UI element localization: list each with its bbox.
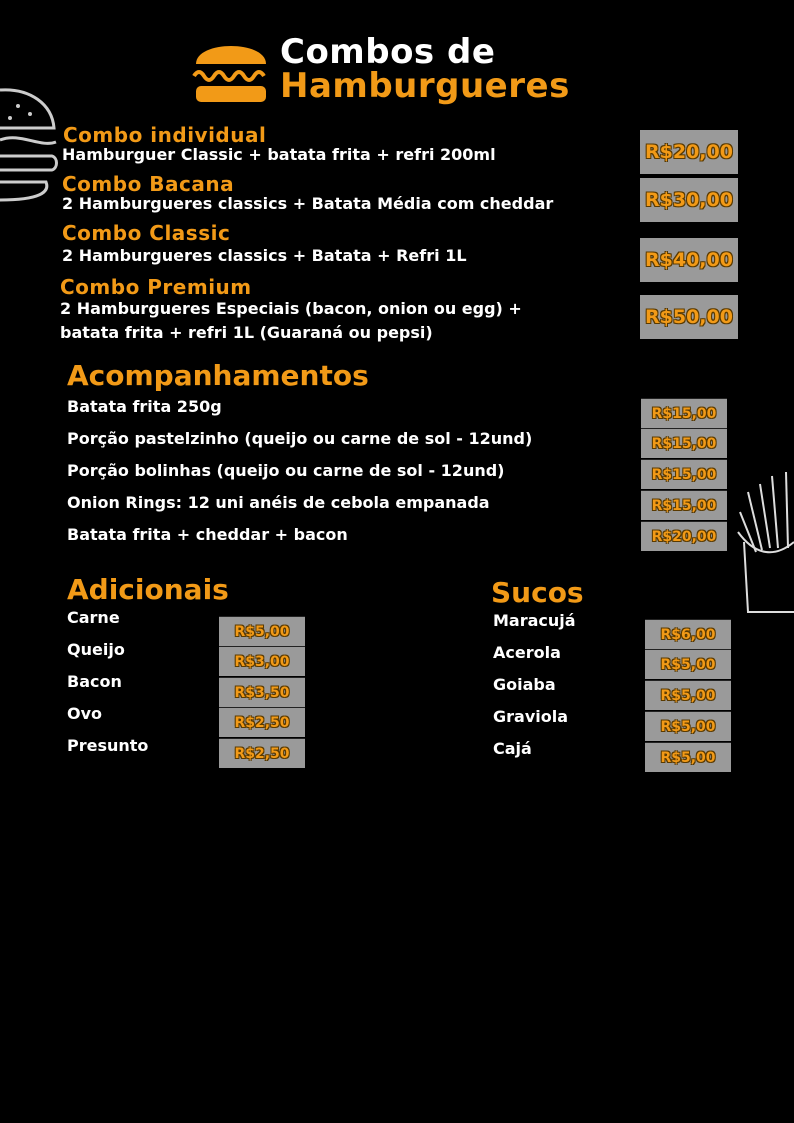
acomp-item-price: R$15,00 [641,459,727,489]
combo-name-bacana: Combo Bacana [62,172,235,196]
page-title-line1: Combos de [280,32,496,72]
burger-outline-icon [0,84,60,204]
combo-name-premium: Combo Premium [60,275,252,299]
acomp-item-price: R$15,00 [641,398,727,428]
section-title-acompanhamentos: Acompanhamentos [67,359,369,392]
acomp-item-label: Batata frita + cheddar + bacon [67,525,348,544]
section-title-adicionais: Adicionais [67,573,229,606]
combo-desc-premium-line2: batata frita + refri 1L (Guaraná ou pepsi) [60,323,433,342]
adicional-item-price: R$5,00 [219,616,305,646]
page-title-line2: Hamburgueres [280,66,570,106]
section-title-sucos: Sucos [491,576,584,609]
adicional-item-price: R$3,00 [219,646,305,676]
adicional-item-price: R$2,50 [219,738,305,768]
combo-price-bacana: R$30,00 [640,178,738,222]
suco-item-price: R$5,00 [645,649,731,679]
suco-item-price: R$5,00 [645,711,731,741]
suco-item-label: Maracujá [493,611,576,630]
adicional-item-label: Ovo [67,704,103,723]
adicional-item-price: R$2,50 [219,707,305,737]
adicional-item-label: Presunto [67,736,149,755]
acomp-item-label: Porção pastelzinho (queijo ou carne de sol - 12und) [67,429,533,448]
adicional-item-label: Queijo [67,640,125,659]
fries-outline-icon [736,462,794,622]
adicional-item-price: R$3,50 [219,677,305,707]
adicional-item-label: Carne [67,608,120,627]
acomp-item-label: Onion Rings: 12 uni anéis de cebola empanada [67,493,490,512]
combo-price-classic: R$40,00 [640,238,738,282]
suco-item-label: Graviola [493,707,569,726]
acomp-item-price: R$15,00 [641,428,727,458]
suco-item-label: Cajá [493,739,532,758]
combo-name-classic: Combo Classic [62,221,231,245]
adicional-item-label: Bacon [67,672,122,691]
acomp-item-price: R$20,00 [641,521,727,551]
combo-price-premium: R$50,00 [640,295,738,339]
combo-desc-premium-line1: 2 Hamburgueres Especiais (bacon, onion ou egg) + [60,299,522,318]
acomp-item-label: Batata frita 250g [67,397,222,416]
acomp-item-label: Porção bolinhas (queijo ou carne de sol - 12und) [67,461,505,480]
combo-desc-bacana: 2 Hamburgueres classics + Batata Média com cheddar [62,194,554,213]
combo-desc-individual: Hamburguer Classic + batata frita + refri 200ml [62,145,496,164]
suco-item-price: R$5,00 [645,680,731,710]
suco-item-price: R$5,00 [645,742,731,772]
combo-desc-classic: 2 Hamburgueres classics + Batata + Refri 1L [62,246,467,265]
combo-name-individual: Combo individual [63,123,267,147]
burger-logo-icon [192,28,270,106]
suco-item-price: R$6,00 [645,619,731,649]
suco-item-label: Acerola [493,643,561,662]
combo-price-individual: R$20,00 [640,130,738,174]
acomp-item-price: R$15,00 [641,490,727,520]
suco-item-label: Goiaba [493,675,556,694]
